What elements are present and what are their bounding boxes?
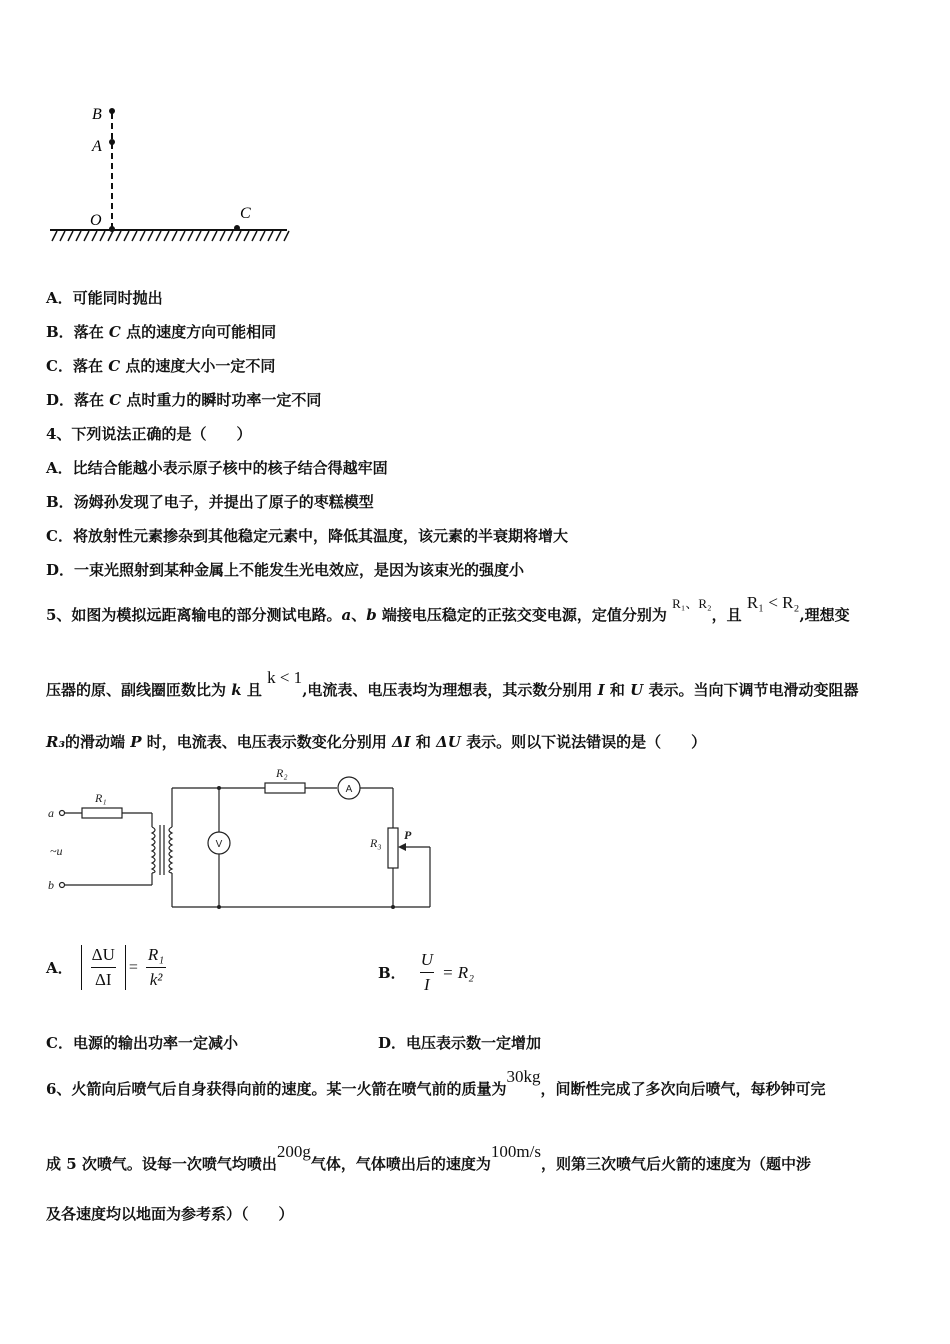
hatch-mark (148, 231, 153, 241)
circuit-label-r1: R₁ (95, 791, 107, 805)
q5-stem-line2: 压器的原、副线圈匝数比为 k 且 k < 1,电流表、电压表均为理想表，其示数分别用 I 和 U 表示。当向下调节电滑动变阻器 (46, 668, 859, 699)
q3-option-b: B．落在 C 点的速度方向可能相同 (46, 323, 277, 341)
hatch-mark (276, 231, 281, 241)
label-a: A (92, 138, 102, 155)
hatch-mark (172, 231, 177, 241)
label-o: O (90, 212, 102, 229)
q4-option-d: D．一束光照射到某种金属上不能发生光电效应，是因为该束光的强度小 (46, 561, 525, 579)
slider-arrow (398, 843, 406, 851)
terminal-b (60, 883, 65, 888)
primary-coil (152, 827, 155, 873)
hatch-mark (92, 231, 97, 241)
circuit-label-r3: R₃ (370, 836, 382, 850)
circuit-label-p: P (404, 828, 412, 842)
q3-option-d: D．落在 C 点时重力的瞬时功率一定不同 (46, 391, 322, 409)
q6-stem-line2: 成 5 次喷气。设每一次喷气均喷出200g气体，气体喷出后的速度为100m/s，则第三次喷气后火箭的速度为（题中涉 (46, 1142, 811, 1173)
q3-option-c: C．落在 C 点的速度大小一定不同 (46, 357, 276, 375)
terminal-a (60, 811, 65, 816)
q5-option-b: B． $\frac{U}{I}$ = R₂ (378, 950, 474, 994)
hatch-mark (68, 231, 73, 241)
hatch-mark (52, 231, 57, 241)
hatch-mark (76, 231, 81, 241)
hatch-mark (84, 231, 89, 241)
resistor-r3 (388, 828, 398, 868)
q5-option-c: C．电源的输出功率一定减小 (46, 1034, 238, 1052)
hatch-mark (260, 231, 265, 241)
hatch-mark (108, 231, 113, 241)
label-c: C (240, 205, 251, 222)
hatch-mark (140, 231, 145, 241)
voltmeter-label: V (215, 839, 223, 850)
q5-option-d: D．电压表示数一定增加 (378, 1034, 542, 1052)
hatch-mark (212, 231, 217, 241)
ground-hatching (52, 231, 289, 241)
hatch-mark (116, 231, 121, 241)
q4-option-c: C．将放射性元素掺杂到其他稳定元素中，降低其温度，该元素的半衰期将增大 (46, 527, 568, 545)
hatch-mark (228, 231, 233, 241)
secondary-coil (169, 827, 172, 873)
ammeter-label: A (345, 784, 353, 795)
circuit-label-a: a (48, 806, 54, 820)
label-b: B (92, 106, 102, 123)
circuit-diagram (40, 755, 440, 915)
q4-stem: 4、下列说法正确的是（ ） (46, 425, 252, 443)
hatch-mark (252, 231, 257, 241)
hatch-mark (132, 231, 137, 241)
hatch-mark (156, 231, 161, 241)
hatch-mark (220, 231, 225, 241)
hatch-mark (188, 231, 193, 241)
hatch-mark (236, 231, 241, 241)
point-a (109, 139, 115, 145)
q5-option-a: A． $\frac{\Delta U}{\Delta I}$ = $\frac{\text{R₁}}{\text{k²}}$ (46, 945, 171, 990)
hatch-mark (204, 231, 209, 241)
circuit-label-u: ~u (50, 844, 63, 858)
hatch-mark (124, 231, 129, 241)
q4-option-a: A．比结合能越小表示原子核中的核子结合得越牢固 (46, 459, 388, 477)
q6-stem-line3: 及各速度均以地面为参考系）（ ） (46, 1205, 294, 1223)
hatch-mark (196, 231, 201, 241)
q3-option-a: A．可能同时抛出 (46, 289, 163, 307)
q4-option-b: B．汤姆孙发现了电子，并提出了原子的枣糕模型 (46, 493, 374, 511)
hatch-mark (164, 231, 169, 241)
hatch-mark (100, 231, 105, 241)
projectile-figure (40, 95, 300, 255)
hatch-mark (60, 231, 65, 241)
q6-stem-line1: 6、火箭向后喷气后自身获得向前的速度。某一火箭在喷气前的质量为30kg，间断性完成了多次向后喷气，每秒钟可完 (46, 1067, 826, 1098)
hatch-mark (244, 231, 249, 241)
q5-stem-line1: 5、如图为模拟远距离输电的部分测试电路。a、b 端接电压稳定的正弦交变电源，定值分别为 R₁、R₂，且 R₁ < R₂,理想变 (46, 593, 850, 624)
hatch-mark (268, 231, 273, 241)
q5-stem-line3: R₃的滑动端 P 时，电流表、电压表示数变化分别用 ΔI 和 ΔU 表示。则以下说法错误的是（ ） (46, 733, 707, 751)
hatch-mark (284, 231, 289, 241)
circuit-label-b: b (48, 878, 54, 892)
point-b (109, 108, 115, 114)
resistor-r2 (265, 783, 305, 793)
resistor-r1 (82, 808, 122, 818)
circuit-label-r2: R₂ (276, 766, 288, 780)
hatch-mark (180, 231, 185, 241)
